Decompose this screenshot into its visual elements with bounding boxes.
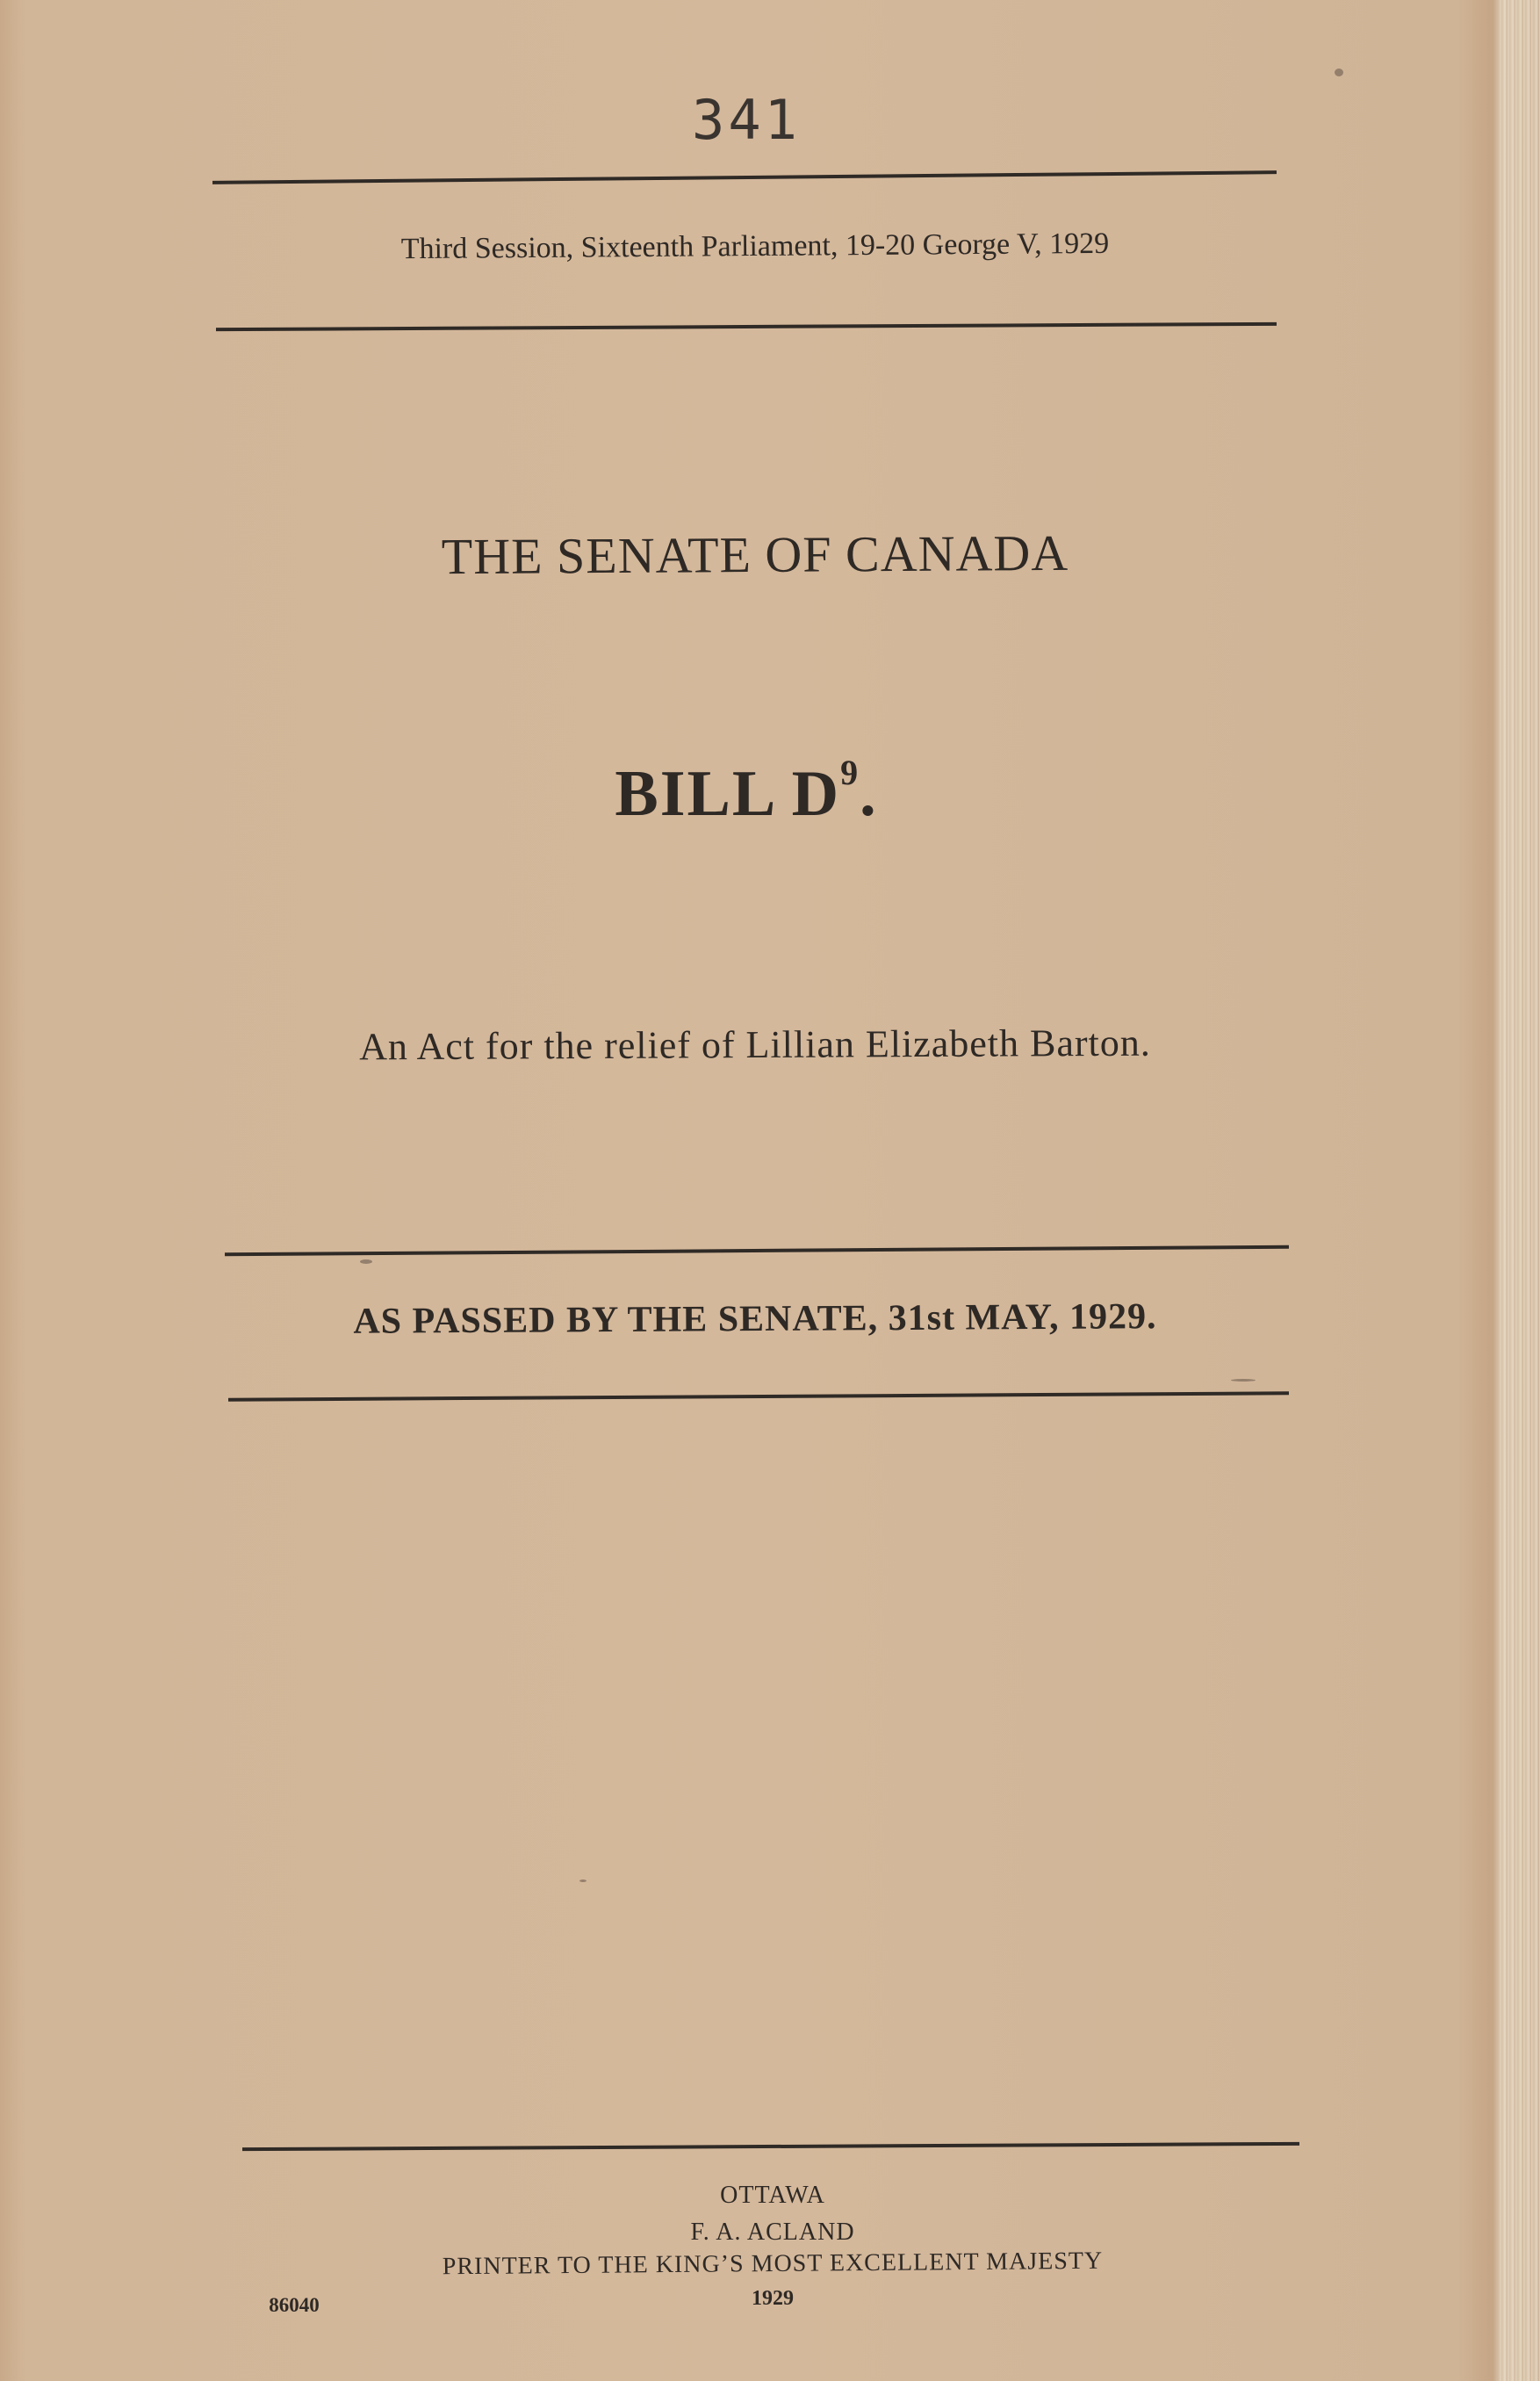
bill-label: BILL D: [615, 758, 841, 830]
imprint-year: 1929: [752, 2287, 794, 2310]
bill-period: .: [860, 758, 878, 830]
imprint-rule: [242, 2142, 1299, 2151]
act-title: An Act for the relief of Lillian Elizabeth Barton.: [359, 1021, 1151, 1069]
chamber-heading: THE SENATE OF CANADA: [441, 523, 1069, 586]
paper-speck: [360, 1259, 372, 1264]
imprint-city: OTTAWA: [720, 2182, 825, 2209]
imprint-printer-name: F. A. ACLAND: [690, 2219, 855, 2246]
session-rule: [216, 322, 1277, 331]
passed-rule-bottom: [228, 1391, 1289, 1401]
session-line: Third Session, Sixteenth Parliament, 19-20 George V, 1929: [400, 227, 1110, 266]
passed-rule-top: [225, 1245, 1289, 1256]
top-rule: [212, 170, 1277, 184]
job-number: 86040: [269, 2294, 320, 2316]
page-edge: [1500, 0, 1540, 2381]
stamped-number: 341: [692, 88, 801, 152]
bill-title: [439, 753, 1054, 832]
bill-superscript: 9: [840, 753, 860, 792]
paper-speck: [579, 1880, 586, 1882]
paper-speck: [1335, 69, 1343, 76]
imprint-printer-title: PRINTER TO THE KING’S MOST EXCELLENT MAJESTY: [442, 2247, 1104, 2281]
passed-line: AS PASSED BY THE SENATE, 31st MAY, 1929.: [353, 1296, 1157, 1342]
paper-speck: [1231, 1379, 1256, 1382]
